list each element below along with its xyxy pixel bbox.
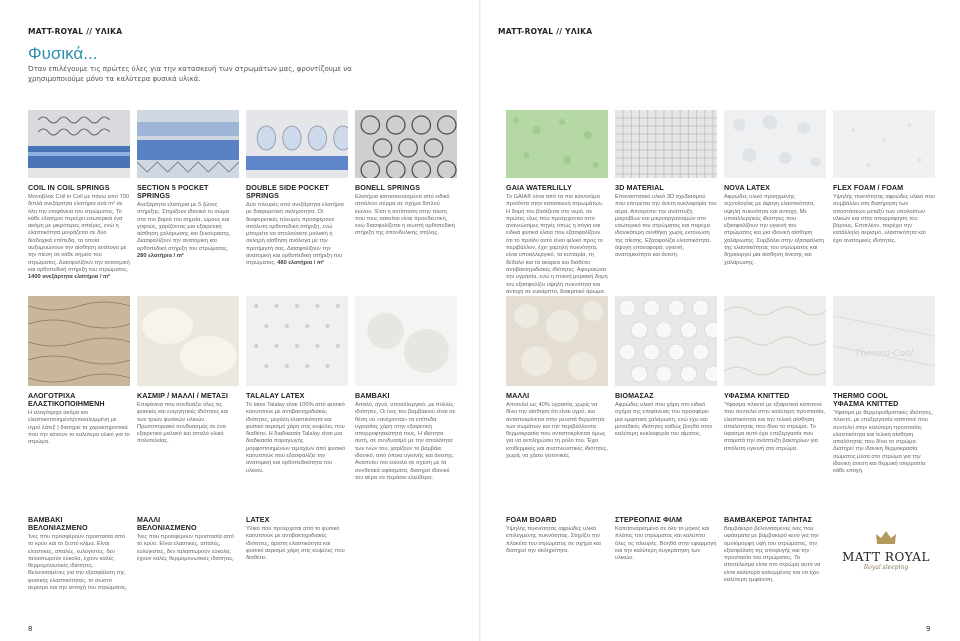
material-needled-wool xyxy=(137,516,239,563)
material-description: Βαμβάκερο βελονιασμένες ίνες που υφάσματα με βαμβακερό κενό για την ομοιόμορφη υφή του στρώματος, την εξασφάλιση της αποφυγής και την προστασία του στρώματος. Το αποτέλεσμα είναι στο στρώμα αυτό να είναι καλύτερα καλυμμένος και να έχει καλύτερη εμφάνιση. xyxy=(724,526,821,584)
cashmere-photo xyxy=(137,296,239,386)
material-description: Το GAIA® είναι από τα πιο καινοτόμα προϊόντα στην κατασκευή στρωμάτων. Η δομή του βασίζεται στο νερό, σε πρώτες ύλες που προέρχονται από ανανεώσιμες πηγές όπως η σόγια και ειδικά φυτικά έλαια που εξασφαλίζουν ότι το προϊόν αυτό είναι φιλικό προς το περιβάλλον, έχει χαμηλή πυκνότητα, είναι υποαλλεργικό, τα κυτταρία, τη δέδαλο και τα ακάρεα και διαθέτει αντιβακτηριδιακές ιδιότητες. Αφομοιώνει την υγρασία, ενώ η πυκνή μοριακή δομή του εξασφαλίζει υψηλή πυκνότητα και αντοχή σε ευκάμπτο, διακριτικό άρωμα. xyxy=(506,194,608,295)
bonell-springs-photo xyxy=(355,110,457,178)
material-description: Η αλογότριχα ακόμα και ελαστικοποιημένη(επικαλυμμένη με υγρό λάτεξ ) διατηρεί τα χαρακτηριστικά που την κάνουν το καλύτερο υλικό για το στρώμα. xyxy=(28,410,130,446)
material-foam-board xyxy=(506,516,608,555)
material-title: NOVA LATEX xyxy=(724,183,770,192)
double-side-springs-photo xyxy=(246,110,348,178)
3d-material-photo xyxy=(615,110,717,178)
material-description: Υψηλής πυκνότητας αφρώδες υλικό που συμβάλλει στη διατήρηση των αποστάσεων μεταξύ των υπολοίπων υλικών και στην απορρόφηση του βάρους. Επιπλέον, παρέχει την κατάλληλη αερισμό, ελαστικότητα και έχει ανατομικές ιδιότητες. xyxy=(833,194,935,244)
material-knitted xyxy=(724,392,826,453)
gaia-waterlilly-photo xyxy=(506,110,608,178)
material-description: Το latex Talalay είναι 100% από φυσικό καουτσούκ με αντιβακτηριδιακές ιδιότητες, μεγάλη ελαστικότητα και φυσικό αερισμό χάρη στις κυψέλες που διαθέτει. Η διαδικασία Talalay είναι μια διαδικασία παραγωγής μορφοποιημένων τεμαχίων από φυσικό καουτσούκ που εξασφαλίζει την ανατομική και ορθοπεδικότητα του υλικού. xyxy=(246,402,346,474)
material-description: Αφρώδες υλικό προηγμένης τεχνολογίας με άψογη ελαστικότητα, υψηλή πυκνότητα και αντοχή. Με υποαλλεργικές ιδιότητες που εξασφαλίζουν την υγιεινή του στρώματος και μια ιδανική αίσθηση χαλάρωσης. Συμβάλει στην εξασφάλιση της ελαστικότητας του στρώματος και δημιουργεί μια αίσθηση άνεσης και χαλάρωσης. xyxy=(724,194,824,266)
material-title: ΜΑΛΛΙ ΒΕΛΟΝΙΑΣΜΕΝΟ xyxy=(137,515,197,532)
flex-foam-photo xyxy=(833,110,935,178)
horsehair-photo xyxy=(28,296,130,386)
material-title: FOAM BOARD xyxy=(506,515,557,524)
material-title: ΥΦΑΣΜΑ KNITTED xyxy=(724,391,790,400)
material-description: Υλικό που προέρχεται από το φυσικό καουτσούκ με αντιβακτηριδιακές ιδιότητες, άριστη ελαστικότητα και φυσικό αερισμό χάρη στις κυψέλες που διαθέτει. xyxy=(246,526,345,562)
material-description: Αφρώδες υλικό που χάρη στο ειδικό σχήμα της επιφάνειας του προσφέρει μια εμφατική χαλάρωση, ενώ έχει και μοναδικές ιδιότητες καθώς βοηθά στην καλύτερη κυκλοφορία του αίματος. xyxy=(615,402,713,438)
crown-icon xyxy=(875,530,897,546)
svg-text:Thermo·Cool: Thermo·Cool xyxy=(854,349,914,359)
material-spec: 280 ελατήρια / m² xyxy=(137,253,184,260)
material-title: BONELL SPRINGS xyxy=(355,183,421,192)
material-bonell xyxy=(355,184,457,238)
wool-photo xyxy=(506,296,608,386)
material-description: Επαναστατικό υλικό 3D σχεδιασμού που επιτρέπει την άνετη κυκλοφορία του αέρα. Αποτρέπει την ανάπτυξη μικροβίων και μικροοργανισμών στο εσωτερικό του στρώματος και παρέχει ιδανικότερη συνθήκη χωρίς εκτόνωση της πίεσης. Εξασφαλίζει ελαστικότητα, άψογη επαναφορά, υγιεινή, ανατομικότητα και άνεση. xyxy=(615,194,717,259)
material-title: BIOMAΣΑΖ xyxy=(615,391,654,400)
material-title: BAMBAKI ΒΕΛΟΝΙΑΣΜΕΝΟ xyxy=(28,515,88,532)
material-title: ΣΤΕΡΕΟΠΛΙΣ ΦΙΛΜ xyxy=(615,515,683,524)
material-biomassage xyxy=(615,392,717,438)
material-nova-latex xyxy=(724,184,826,267)
logo-wordmark: MATT ROYAL xyxy=(842,550,930,564)
material-title: 3D MATERIAL xyxy=(615,183,664,192)
material-section-5 xyxy=(137,184,239,260)
talalay-latex-photo xyxy=(246,296,348,386)
material-title: COIL IN COIL SPRINGS xyxy=(28,183,110,192)
material-thermo-cool xyxy=(833,392,935,476)
material-description: Απαλό, αγνό, υποαλλεργικό, με πολλές ιδιότητες. Οι ίνες του βαμβακιού είναι σε θέση να «ανέχονται» τα επίπεδα υγρασίας χάρη στην εξαιρετική απορροφητικότητά τους. Η ιδιότητα αυτή, σε συνδυασμό με την απαλότητα των ινών του, χαρίζουν το βαμβάκι ιδανικό, από όποια υγιεινής και άνεσης. Αναπνέει πιο εύκολα σε σχέση με τα συνθετικά υφάσματα, διατηρεί ιδανικό τον αέρα να περάσει ελεύθερα. xyxy=(355,402,456,481)
material-description: Αποτελεί ως 40% υγρασία, χωρίς να δίνει την αίσθηση ότι είναι υγρό, και ανταποκρίνεται στην ρευστά θερμότητα των σωμάτων και την περιβάλλοντα θερμοκρασία που ανταποκρίνεται όμως για να εκπληρώσει τη ρόλο του. Έχει ισοθερμικές και αναπνευστικές ιδιότητες, χωρίς να χάσει γειτονικές. xyxy=(506,402,608,460)
material-horsehair xyxy=(28,392,130,446)
material-title: TALALAY LATEX xyxy=(246,391,305,400)
material-cashmere xyxy=(137,392,239,446)
material-description: Ελατήρια κατασκευασμένα από ειδικό ατσάλινο σύρμα σε σχήμα διπλού κώνου. Έτσι η αντίσταση στην πίεση που τους ασκείται είναι προοδευτική, ενώ διασφαλίζεται η σωστή ορθοπεδική στήριξη της σπονδυλικής στήλης. xyxy=(355,194,455,237)
knitted-fabric-photo xyxy=(724,296,826,386)
page-number-left: 8 xyxy=(28,625,33,633)
material-description: Δύο πλευρές από ανεξάρτητα ελατήρια με διαφορετική σκληρότητα. Οι διαφορετικές πλευρές προσφέρουν απόλυτη ορθοπεδική στήριξη, ενώ μπορείτε να απολαύσετε μαλακή ή σκληρή αίσθηση ανάλογα με την προτίμησή σας. Διασφαλίζουν την ανατομική και ορθοπεδική στήριξη του στρώματος. xyxy=(246,202,344,267)
material-spec: 1400 ανεξάρτητα ελατήρια / m² xyxy=(28,274,110,281)
coil-in-coil-photo xyxy=(28,110,130,178)
page-number-right: 9 xyxy=(926,625,931,633)
material-title: BAMBAKI xyxy=(355,391,390,400)
material-double-side xyxy=(246,184,348,268)
material-description: Ύφασμα πλεκτό με εξαιρετικά καπιτονέ που συντελεί στην καλύτερη προστασία, ελαστικότητα και την τελική αίσθηση απαλότητας που δίνει το στρώμα. Το ύφασμα αυτό έχει επεξεργασία που σταματά την ανάπτυξη βακτηρίων για απόλυτη υγιεινή στο στρώμα. xyxy=(724,402,826,452)
material-title: ΚΑΣΜΙΡ / ΜΑΛΛΙ / ΜΕΤΑΞΙ xyxy=(137,391,228,400)
material-cotton-pad xyxy=(724,516,826,584)
material-needled-cotton xyxy=(28,516,130,592)
running-header-left: MATT-ROYAL // ΥΛΙΚΑ xyxy=(28,27,123,36)
material-title: THERMO COOL ΥΦΑΣΜΑ KNITTED xyxy=(833,391,899,408)
material-latex xyxy=(246,516,348,562)
material-title: DOUBLE SIDE POCKET SPRINGS xyxy=(246,183,329,200)
section-5-springs-photo xyxy=(137,110,239,178)
intro-text: Όταν επιλέγουμε τις πρώτες ύλες για την κατασκευή των στρωμάτων μας, φροντίζουμε να χρησιμοποιούμε μόνο τα καλύτερα φυσικά υλικά. xyxy=(28,65,352,83)
material-cotton xyxy=(355,392,457,482)
nova-latex-photo xyxy=(724,110,826,178)
material-coil-in-coil xyxy=(28,184,130,282)
material-description: Καπιτονάρισμένο σε όλο το μήκος και πλάτος του στρώματος και καλύπτει όλες τις πλευρές. Βοηθά στην εφαρμογή και την καλύτερη συγκράτηση των υλικών. xyxy=(615,526,717,562)
cotton-photo xyxy=(355,296,457,386)
material-gaia xyxy=(506,184,608,296)
material-film xyxy=(615,516,717,562)
material-title: GAIA WATERLILLY xyxy=(506,183,572,192)
material-title: ΑΛΟΓΟΤΡΙΧΑ ΕΛΑΣΤΙΚΟΠΟΙΗΜΕΝΗ xyxy=(28,391,105,408)
material-title: ΒΑΜΒΑΚΕΡΟΣ ΤΑΠΗΤΑΣ xyxy=(724,515,813,524)
material-description: Μονοβλοκ Coil in Coil με πάνω από 700 διπλά ανεξάρτητα ελατήρια ανά m² σε όλη την επιφάνεια του στρώματος. Το κάθε ελατήριο περιέχει εσωτερικά ένα ακόμη με μικρότερες σπείρες, ενώ η ελαστικότητα μοιράζεται σε δύο διαδοχικά επίπεδα, τα οποία αυξομειώνουν την αίσθηση ανάλογα με την πίεση σε κάθε σημείο του στρώματος. Διασφαλίζουν την ανατομική και ορθοπεδική στήριξη του στρώματος. xyxy=(28,194,130,273)
matt-royal-logo xyxy=(838,530,934,580)
material-flex-foam xyxy=(833,184,935,245)
material-wool xyxy=(506,392,608,460)
running-header-right: MATT-ROYAL // ΥΛΙΚΑ xyxy=(498,27,593,36)
material-description: Επιφάνεια που συνδυάζει όλες τις φυσικές και ενεργητικές ιδιότητες και των τριών φυσικών υλικών. Πρωτοποριακό συνδυασμός σε ένα εξαιρετικά μαλακό και απαλό υλικό πολυτελείας. xyxy=(137,402,229,445)
material-title: FLEX FOAM / FOAM xyxy=(833,183,904,192)
material-title: ΜΑΛΛΙ xyxy=(506,391,530,400)
page-fold xyxy=(479,0,481,641)
material-talalay xyxy=(246,392,348,475)
material-spec: 480 ελατήρια / m² xyxy=(277,260,324,267)
thermo-cool-photo xyxy=(833,296,935,386)
material-3d xyxy=(615,184,717,260)
material-description: Υψηλής πυκνότητας αφρώδες υλικό επιλεγμένης πυκνότητας. Στηρίζει την πλακέτα του στρώματος σε σχήμα και διατηρεί την σκληρότητα. xyxy=(506,526,601,554)
material-description: Ίνες που προσφέρουν προστασία από το κρύο. Είναι ελαστικές, απαλές, ευλύγιστες, δεν ταλαιπωρούν εύκολα, έχουν καλές θερμομονωτικές ιδιότητες. xyxy=(137,534,235,562)
biomassage-photo xyxy=(615,296,717,386)
material-description: Ύφασμα με θερμορυθμιστικές ιδιότητες, πλεκτό, με επεξεργασία καπιτονέ που συντελεί στην καλύτερη προστασία, ελαστικότητα και τελική αίσθηση απαλότητας που δίνει το στρώμα. Διατηρεί την ιδανική θερμοκρασία σώματος μέσα στο στρώμα για την ιδανική άνεση και θερμική ισορροπία κάθε εποχή. xyxy=(833,410,933,475)
material-description: Ανεξάρτητα ελατήρια με 5 ζώνες στήριξης. Στηρίζουν ιδανικά το σώμα στα πιο βαριά του σημεία, ώμους και γοφούς, χαρίζοντας μια εξαιρετική αίσθηση χαλάρωσης και ξεκούρασης. Διασφαλίζουν την ανατομική και ορθοπεδική στήριξη του στρώματος. xyxy=(137,202,232,252)
logo-tagline: Royal sleeping xyxy=(863,564,909,571)
material-description: Ίνες που προσφέρουν προστασία από το κρύο και το ζεστό κλίμα. Είναι ελαστικές, απαλές, ευλύγιστες, δεν ταλαιπωρούν εύκολα, έχουν καλές θερμομονωτικές ιδιότητες. Βελονιασμένες για την εξασφάλιση της φυσικής ελαστικότητας, το σωστό αερισμό και την αντοχή του στρώματος. xyxy=(28,534,128,592)
material-title: LATEX xyxy=(246,515,270,524)
material-title: SECTION 5 POCKET SPRINGS xyxy=(137,183,209,200)
page-title: Φυσικά... xyxy=(28,44,98,63)
